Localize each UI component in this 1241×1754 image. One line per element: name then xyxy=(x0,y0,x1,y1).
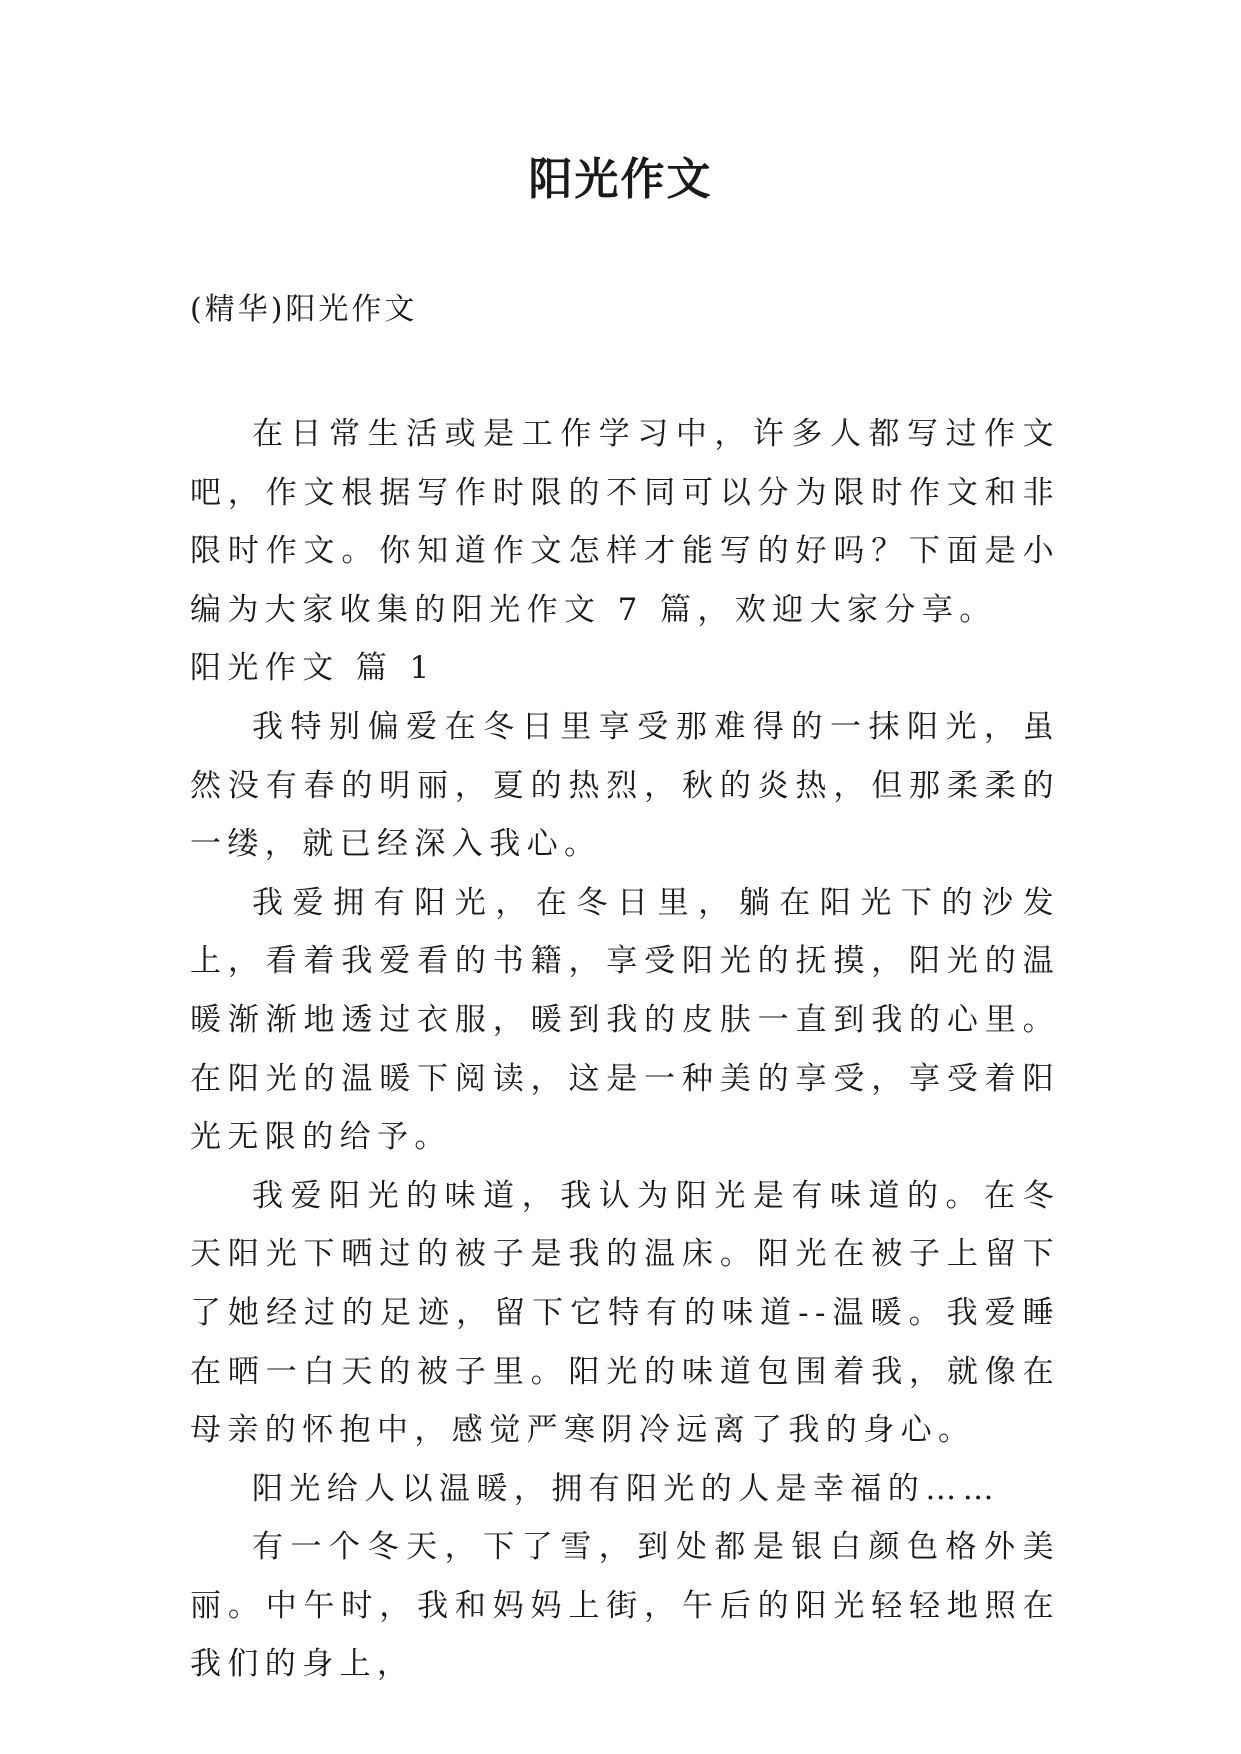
intro-paragraph: 在日常生活或是工作学习中，许多人都写过作文吧，作文根据写作时限的不同可以分为限时作文和非限时作文。你知道作文怎样才能写的好吗？下面是小编为大家收集的阳光作文 7 篇，欢迎大家分享。 xyxy=(190,416,1060,628)
body-paragraph: 我爱阳光的味道，我认为阳光是有味道的。在冬天阳光下晒过的被子是我的温床。阳光在被子上留下了她经过的足迹，留下它特有的味道--温暖。我爱睡在晒一白天的被子里。阳光的味道包围着我，就像在母亲的怀抱中，感觉严寒阴冷远离了我的身心。 xyxy=(190,1177,1060,1449)
document-body xyxy=(190,405,1060,1694)
document-title: 阳光作文 xyxy=(528,154,713,205)
body-paragraph: 我特别偏爱在冬日里享受那难得的一抹阳光，虽然没有春的明丽，夏的热烈，秋的炎热，但那柔柔的一缕，就已经深入我心。 xyxy=(190,708,1060,863)
body-paragraph: 有一个冬天，下了雪，到处都是银白颜色格外美丽。中午时，我和妈妈上街，午后的阳光轻轻地照在我们的身上， xyxy=(190,1529,1060,1683)
section-heading: 阳光作文 篇 1 xyxy=(190,650,436,687)
document-subtitle: (精华)阳光作文 xyxy=(190,292,418,327)
body-paragraph: 我爱拥有阳光，在冬日里，躺在阳光下的沙发上，看着我爱看的书籍，享受阳光的抚摸，阳光的温暖渐渐地透过衣服，暖到我的皮肤一直到我的心里。在阳光的温暖下阅读，这是一种美的享受，享受着阳光无限的给予。 xyxy=(190,884,1060,1156)
body-paragraph: 阳光给人以温暖，拥有阳光的人是幸福的…… xyxy=(252,1470,1000,1507)
